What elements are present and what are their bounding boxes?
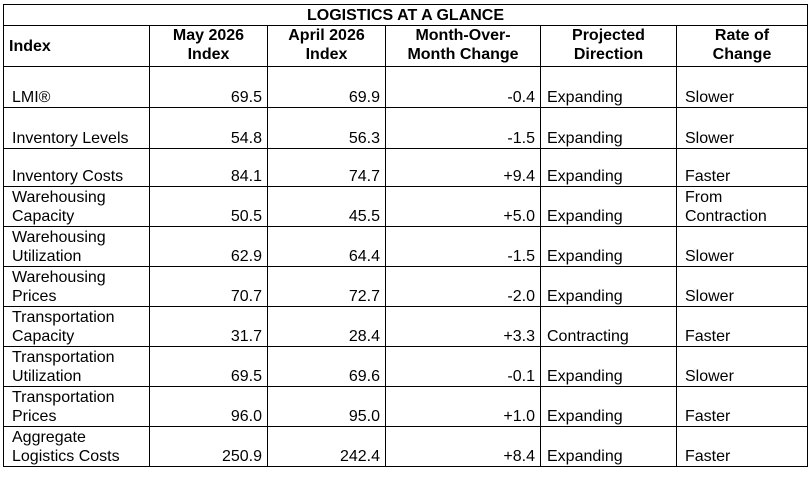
row-april-cell: [268, 187, 386, 227]
row-direction-cell: [541, 67, 677, 108]
row-mom-cell: [386, 427, 541, 467]
table-row: [4, 387, 808, 427]
table-row: [4, 67, 808, 108]
row-may-cell-text: 84.1: [230, 168, 262, 185]
row-rate-cell: [677, 347, 808, 387]
row-mom-cell-text: +9.4: [503, 168, 535, 185]
row-april-cell: [268, 267, 386, 307]
row-index-cell: [4, 108, 150, 149]
row-mom-cell-text: +3.3: [503, 328, 535, 345]
row-direction-cell: [541, 267, 677, 307]
row-index-cell: [4, 267, 150, 307]
row-mom-cell: [386, 307, 541, 347]
row-mom-cell-text: -1.5: [507, 248, 535, 265]
row-april-cell: [268, 427, 386, 467]
row-mom-cell-text: -1.5: [507, 130, 535, 147]
row-rate-cell-text: Faster: [685, 408, 731, 425]
row-index-cell-text: Aggregate Logistics Costs: [12, 429, 120, 465]
row-direction-cell-text: Expanding: [547, 168, 623, 185]
table-body: [4, 67, 808, 467]
row-may-cell: [150, 67, 268, 108]
row-direction-cell: [541, 347, 677, 387]
row-mom-cell: [386, 267, 541, 307]
row-may-cell: [150, 347, 268, 387]
row-rate-cell-text: From Contraction: [685, 189, 767, 225]
row-april-cell: [268, 67, 386, 108]
row-index-cell: [4, 427, 150, 467]
table-title: LOGISTICS AT A GLANCE: [4, 5, 808, 26]
row-mom-cell-text: -2.0: [507, 288, 535, 305]
row-rate-cell-text: Slower: [685, 288, 734, 305]
row-may-cell: [150, 427, 268, 467]
table-row: [4, 307, 808, 347]
col-header-may: May 2026 Index: [150, 26, 268, 67]
row-rate-cell-text: Slower: [685, 248, 734, 265]
row-index-cell: [4, 307, 150, 347]
col-header-april: April 2026 Index: [268, 26, 386, 67]
row-mom-cell: [386, 149, 541, 187]
row-may-cell-text: 69.5: [230, 368, 262, 385]
table-row: [4, 267, 808, 307]
row-mom-cell: [386, 187, 541, 227]
row-direction-cell-text: Expanding: [547, 248, 623, 265]
row-april-cell: [268, 307, 386, 347]
row-direction-cell-text: Expanding: [547, 288, 623, 305]
row-mom-cell: [386, 347, 541, 387]
row-may-cell-text: 31.7: [230, 328, 262, 345]
row-mom-cell-text: -0.4: [507, 89, 535, 106]
row-may-cell: [150, 149, 268, 187]
col-header-index: Index: [4, 26, 150, 67]
table-row: [4, 149, 808, 187]
row-direction-cell: [541, 187, 677, 227]
row-may-cell: [150, 307, 268, 347]
row-may-cell-text: 70.7: [230, 288, 262, 305]
row-direction-cell: [541, 387, 677, 427]
row-april-cell: [268, 227, 386, 267]
row-rate-cell-text: Faster: [685, 328, 731, 345]
row-index-cell: [4, 67, 150, 108]
row-direction-cell-text: Expanding: [547, 89, 623, 106]
row-may-cell: [150, 267, 268, 307]
row-direction-cell: [541, 227, 677, 267]
table-row: [4, 427, 808, 467]
row-index-cell-text: Warehousing Capacity: [12, 189, 106, 225]
row-rate-cell: [677, 187, 808, 227]
row-direction-cell-text: Expanding: [547, 368, 623, 385]
row-may-cell-text: 250.9: [221, 448, 262, 465]
table-row: [4, 108, 808, 149]
row-may-cell-text: 50.5: [230, 208, 262, 225]
row-index-cell: [4, 149, 150, 187]
col-header-rate: Rate of Change: [677, 26, 808, 67]
row-rate-cell: [677, 67, 808, 108]
row-rate-cell-text: Slower: [685, 89, 734, 106]
row-may-cell: [150, 187, 268, 227]
row-may-cell-text: 54.8: [230, 130, 262, 147]
row-may-cell-text: 62.9: [230, 248, 262, 265]
row-direction-cell-text: Contracting: [547, 328, 629, 345]
row-index-cell-text: Inventory Costs: [12, 168, 124, 185]
row-rate-cell: [677, 108, 808, 149]
row-april-cell: [268, 387, 386, 427]
row-rate-cell: [677, 427, 808, 467]
row-index-cell-text: Transportation Prices: [12, 389, 115, 425]
row-april-cell-text: 28.4: [348, 328, 380, 345]
row-rate-cell-text: Slower: [685, 130, 734, 147]
row-april-cell-text: 69.9: [348, 89, 380, 106]
row-direction-cell-text: Expanding: [547, 448, 623, 465]
row-rate-cell: [677, 267, 808, 307]
row-index-cell: [4, 227, 150, 267]
row-direction-cell-text: Expanding: [547, 408, 623, 425]
row-index-cell-text: LMI®: [12, 89, 51, 106]
row-rate-cell-text: Faster: [685, 168, 731, 185]
row-april-cell-text: 242.4: [339, 448, 380, 465]
row-may-cell: [150, 387, 268, 427]
row-mom-cell-text: +5.0: [503, 208, 535, 225]
row-rate-cell: [677, 149, 808, 187]
col-header-direction: Projected Direction: [541, 26, 677, 67]
row-mom-cell-text: -0.1: [507, 368, 535, 385]
row-index-cell-text: Warehousing Utilization: [12, 229, 106, 265]
row-may-cell-text: 96.0: [230, 408, 262, 425]
row-index-cell-text: Transportation Utilization: [12, 349, 115, 385]
row-mom-cell: [386, 387, 541, 427]
row-may-cell: [150, 227, 268, 267]
row-mom-cell: [386, 227, 541, 267]
row-mom-cell-text: +8.4: [503, 448, 535, 465]
row-april-cell-text: 56.3: [348, 130, 380, 147]
row-april-cell-text: 72.7: [348, 288, 380, 305]
row-mom-cell-text: +1.0: [503, 408, 535, 425]
logistics-table: [3, 4, 808, 467]
row-may-cell: [150, 108, 268, 149]
row-rate-cell: [677, 387, 808, 427]
row-april-cell-text: 64.4: [348, 248, 380, 265]
row-direction-cell: [541, 427, 677, 467]
row-april-cell-text: 69.6: [348, 368, 380, 385]
row-april-cell: [268, 149, 386, 187]
row-mom-cell: [386, 67, 541, 108]
row-mom-cell: [386, 108, 541, 149]
table-row: [4, 347, 808, 387]
row-index-cell: [4, 347, 150, 387]
table-row: [4, 227, 808, 267]
row-may-cell-text: 69.5: [230, 89, 262, 106]
row-index-cell-text: Warehousing Prices: [12, 269, 106, 305]
row-direction-cell-text: Expanding: [547, 208, 623, 225]
row-index-cell-text: Inventory Levels: [12, 130, 129, 147]
row-index-cell: [4, 387, 150, 427]
row-direction-cell: [541, 149, 677, 187]
row-april-cell-text: 45.5: [348, 208, 380, 225]
header-row: [4, 26, 808, 67]
table-row: [4, 187, 808, 227]
row-rate-cell: [677, 307, 808, 347]
row-april-cell: [268, 347, 386, 387]
row-rate-cell-text: Slower: [685, 368, 734, 385]
row-index-cell-text: Transportation Capacity: [12, 309, 115, 345]
row-direction-cell: [541, 108, 677, 149]
title-row: [4, 5, 808, 26]
row-direction-cell-text: Expanding: [547, 130, 623, 147]
row-rate-cell: [677, 227, 808, 267]
row-direction-cell: [541, 307, 677, 347]
row-rate-cell-text: Faster: [685, 448, 731, 465]
row-april-cell-text: 95.0: [348, 408, 380, 425]
row-april-cell-text: 74.7: [348, 168, 380, 185]
row-april-cell: [268, 108, 386, 149]
col-header-mom: Month-Over- Month Change: [386, 26, 541, 67]
row-index-cell: [4, 187, 150, 227]
